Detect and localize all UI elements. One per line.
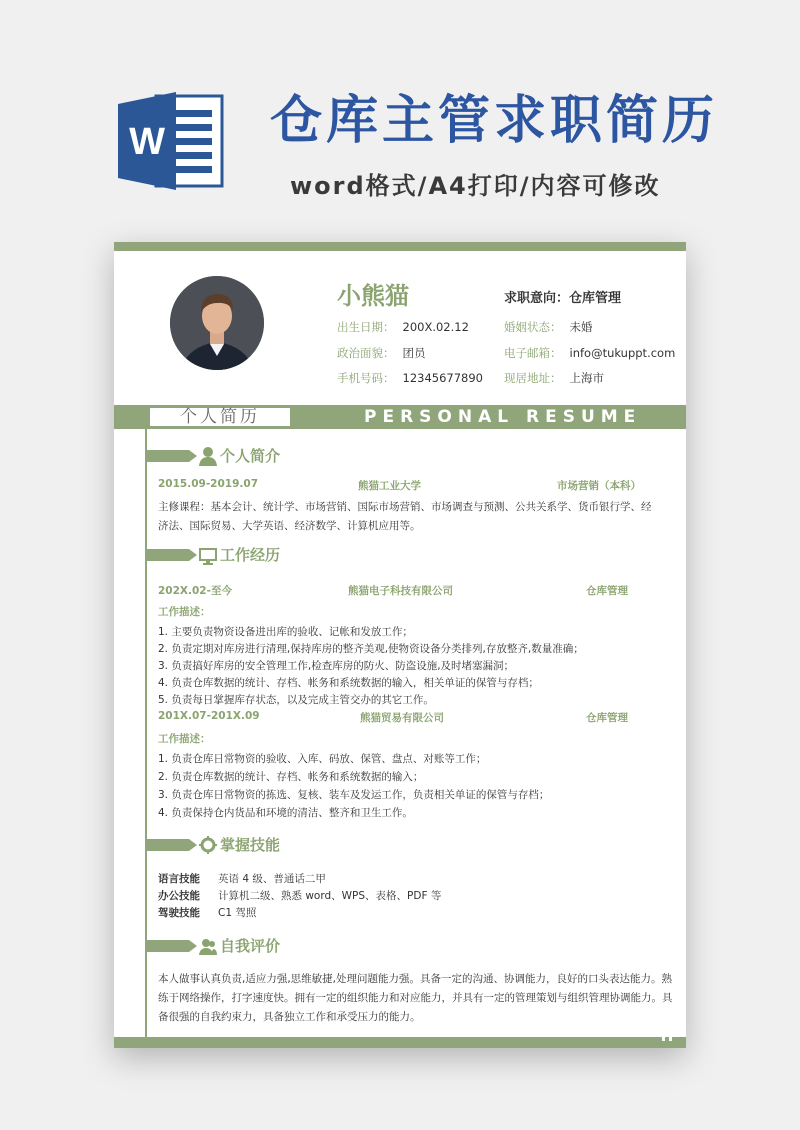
info-marital: 婚姻状态： 未婚 xyxy=(504,320,593,334)
page-subtitle: word格式/A4打印/内容可修改 xyxy=(290,172,661,200)
edu-courses-line: 济法、国际贸易、大学英语、经济数学、计算机应用等。 xyxy=(158,520,421,532)
info-phone: 手机号码： 12345677890 xyxy=(337,371,483,385)
info-email: 电子邮箱： info@tukuppt.com xyxy=(504,346,676,360)
skill-label: 驾驶技能 xyxy=(158,907,200,919)
job-intent: 求职意向：仓库管理 xyxy=(504,291,622,306)
band-title-cn: 个人简历 xyxy=(150,408,290,426)
end-marks xyxy=(658,1026,672,1045)
job-item: 1. 主要负责物资设备进出库的验收、记帐和发放工作； xyxy=(158,626,413,638)
info-address: 现居地址： 上海市 xyxy=(504,371,604,385)
job-item: 3. 负责搞好库房的安全管理工作,检查库房的防火、防盗设施,及时堵塞漏洞； xyxy=(158,660,515,672)
job-period: 202X.02-至今 xyxy=(158,585,232,597)
top-bar xyxy=(114,242,686,251)
edu-courses-line: 主修课程：基本会计、统计学、市场营销、国际市场营销、市场调查与预测、公共关系学、货币银行学、经 xyxy=(158,501,652,513)
job-company: 熊猫电子科技有限公司 xyxy=(348,585,453,597)
edu-period: 2015.09-2019.07 xyxy=(158,478,259,490)
skill-value: 英语 4 级、普通话二甲 xyxy=(218,873,326,885)
edu-major: 市场营销（本科） xyxy=(557,480,641,492)
job-period: 201X.07-201X.09 xyxy=(158,710,260,722)
people-icon xyxy=(199,936,217,956)
job-desc-label: 工作描述： xyxy=(158,733,211,745)
section-title: 掌握技能 xyxy=(220,836,281,854)
section-title: 工作经历 xyxy=(220,546,281,564)
job-item: 1. 负责仓库日常物资的验收、入库、码放、保管、盘点、对账等工作； xyxy=(158,753,487,765)
job-role: 仓库管理 xyxy=(586,712,628,724)
section-title: 自我评价 xyxy=(220,937,281,955)
section-arrow xyxy=(147,940,189,952)
self-eval-line: 练于网络操作，打字速度快。拥有一定的组织能力和对应能力，并具有一定的管理策划与组织管理协调能力。具 xyxy=(158,992,673,1004)
job-item: 2. 负责定期对库房进行清理,保持库房的整齐美观,使物资设备分类排列,存放整齐,数量准确； xyxy=(158,643,584,655)
word-icon xyxy=(118,86,228,196)
word-letter: W xyxy=(129,121,165,163)
profile-photo xyxy=(170,276,264,370)
skill-value: C1 驾照 xyxy=(218,907,257,919)
job-item: 4. 负责保持仓内货品和环境的清洁、整齐和卫生工作。 xyxy=(158,807,413,819)
skill-label: 办公技能 xyxy=(158,890,200,902)
person-icon xyxy=(199,446,217,466)
monitor-icon xyxy=(199,545,217,565)
job-item: 2. 负责仓库数据的统计、存档、帐务和系统数据的输入； xyxy=(158,771,424,783)
section-title: 个人简介 xyxy=(220,447,281,465)
job-company: 熊猫贸易有限公司 xyxy=(360,712,444,724)
skill-label: 语言技能 xyxy=(158,873,200,885)
skill-value: 计算机二级、熟悉 word、WPS、表格、PDF 等 xyxy=(218,890,442,902)
resume-band xyxy=(114,405,686,429)
self-eval-line: 备很强的自我约束力，具备独立工作和承受压力的能力。 xyxy=(158,1011,421,1023)
page-title: 仓库主管求职简历 xyxy=(270,91,719,151)
section-arrow xyxy=(147,839,189,851)
info-politics: 政治面貌： 团员 xyxy=(337,346,426,360)
edu-school: 熊猫工业大学 xyxy=(358,480,421,492)
bottom-bar xyxy=(114,1037,686,1048)
band-title-en: PERSONAL RESUME xyxy=(364,407,642,427)
job-item: 4. 负责仓库数据的统计、存档、帐务和系统数据的输入，相关单证的保管与存档； xyxy=(158,677,539,689)
job-role: 仓库管理 xyxy=(586,585,628,597)
resume-paper xyxy=(114,242,686,1048)
section-arrow xyxy=(147,450,189,462)
self-eval-line: 本人做事认真负责,适应力强,思维敏捷,处理问题能力强。具备一定的沟通、协调能力，良好的口头表达能力。熟 xyxy=(158,973,673,985)
gear-icon xyxy=(199,835,217,855)
job-item: 3. 负责仓库日常物资的拣选、复核、装车及发运工作，负责相关单证的保管与存档； xyxy=(158,789,550,801)
job-item: 5. 负责每日掌握库存状态，以及完成主管交办的其它工作。 xyxy=(158,694,434,706)
candidate-name: 小熊猫 xyxy=(337,282,409,310)
section-arrow xyxy=(147,549,189,561)
job-desc-label: 工作描述： xyxy=(158,606,211,618)
info-birth: 出生日期： 200X.02.12 xyxy=(337,320,469,334)
